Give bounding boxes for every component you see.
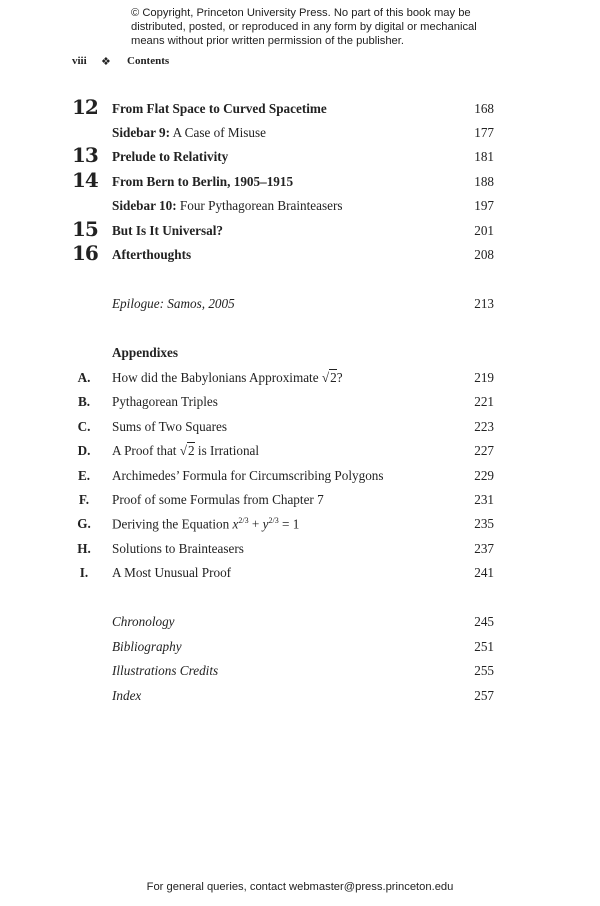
entry-title <box>112 541 244 557</box>
title-text: Pythagorean Triples <box>112 394 218 410</box>
title-text: Sums of Two Squares <box>112 418 227 434</box>
sidebar-title: Four Pythagorean Brainteasers <box>176 198 343 213</box>
toc-entry[interactable] <box>0 296 600 316</box>
page-number: 251 <box>474 638 494 654</box>
appendix-letter: A. <box>77 370 91 385</box>
chapter-number: 13 <box>72 143 98 167</box>
page-number: 181 <box>474 149 494 164</box>
toc-entry[interactable] <box>0 198 600 218</box>
page-number: 231 <box>474 492 494 507</box>
math-variable: y <box>262 516 269 532</box>
entry-title <box>112 565 231 581</box>
title-text: How did the Babylonians Approximate √ <box>112 370 330 385</box>
page-number: 208 <box>474 247 494 262</box>
sidebar-label: Sidebar 9: <box>112 125 171 140</box>
toc-entry[interactable] <box>0 394 600 414</box>
appendix-letter: F. <box>78 492 90 507</box>
entry-title <box>112 468 384 484</box>
entry-title: Bibliography <box>112 638 182 654</box>
page-number: 219 <box>474 370 494 385</box>
appendixes-heading-text: Appendixes <box>112 345 178 360</box>
page-number: 229 <box>474 467 494 483</box>
entry-title: Chronology <box>112 614 175 629</box>
chapter-number: 12 <box>72 95 98 119</box>
chapter-number: 14 <box>72 168 98 192</box>
radicand: 2 <box>188 443 195 459</box>
entry-title <box>112 516 299 532</box>
title-text: Deriving the Equation <box>112 516 233 532</box>
toc-entry[interactable] <box>0 614 600 634</box>
page-number: 237 <box>474 540 494 556</box>
page-number: 235 <box>474 516 494 532</box>
copyright-notice: © Copyright, Princeton University Press. No part of this book may be distributed, posted, or reproduced in any form by digital or mechanical means without prior written permission of the publisher. <box>131 7 477 47</box>
entry-title: Afterthoughts <box>112 247 192 262</box>
appendix-letter: B. <box>77 394 91 410</box>
toc-entry[interactable] <box>0 541 600 561</box>
appendix-letter: H. <box>77 540 91 556</box>
toc-entry[interactable] <box>0 565 600 585</box>
sidebar-label: Sidebar 10: <box>112 198 177 213</box>
entry-title <box>112 125 266 141</box>
page-number: 177 <box>474 125 494 140</box>
toc-entry[interactable] <box>0 95 600 121</box>
sidebar-title: A Case of Misuse <box>170 125 266 140</box>
toc-entry[interactable] <box>0 443 600 463</box>
toc-entry[interactable] <box>0 639 600 659</box>
math-variable: x <box>232 516 239 532</box>
entry-title: From Bern to Berlin, 1905–1915 <box>112 174 294 189</box>
entry-title: From Flat Space to Curved Spacetime <box>112 101 327 116</box>
toc-entry[interactable] <box>0 492 600 512</box>
page-number: 255 <box>474 663 494 679</box>
toc-entry[interactable] <box>0 419 600 439</box>
entry-title <box>112 492 324 508</box>
radicand: 2 <box>330 370 337 385</box>
toc-entry[interactable] <box>0 688 600 708</box>
page-number: 221 <box>474 394 494 410</box>
footer: For general queries, contact webmaster@press.princeton.edu <box>146 881 454 893</box>
entry-title <box>112 419 227 435</box>
appendix-letter: I. <box>79 565 89 581</box>
title-text: is Irrational <box>194 443 260 459</box>
entry-title <box>112 394 218 410</box>
chapter-number: 15 <box>72 217 98 241</box>
toc-entry[interactable] <box>0 143 600 169</box>
exponent: 2/3 <box>268 516 279 526</box>
exponent: 2/3 <box>238 516 249 526</box>
toc-entry[interactable] <box>0 370 600 390</box>
toc-entry[interactable] <box>0 468 600 488</box>
entry-title <box>112 198 343 214</box>
chapter-number: 16 <box>72 241 98 265</box>
page-number: 201 <box>474 223 494 238</box>
entry-title: Illustrations Credits <box>112 663 219 679</box>
page-number: 213 <box>474 296 494 311</box>
page-number: 257 <box>474 687 494 703</box>
page-number: 223 <box>474 418 494 434</box>
title-text: Proof of some Formulas from Chapter 7 <box>112 492 324 507</box>
page-number: 168 <box>474 101 494 116</box>
title-text: A Proof that √ <box>112 443 188 459</box>
page-number: 227 <box>474 443 494 459</box>
toc-entry[interactable] <box>0 125 600 145</box>
title-text: A Most Unusual Proof <box>112 565 232 581</box>
entry-title: Index <box>112 687 142 703</box>
title-text: Solutions to Brainteasers <box>112 540 244 556</box>
toc-entry[interactable] <box>0 663 600 683</box>
title-text: + <box>248 516 263 532</box>
toc-entry[interactable] <box>0 516 600 536</box>
toc-entry[interactable] <box>0 168 600 194</box>
entry-title: Prelude to Relativity <box>112 149 229 164</box>
appendixes-heading <box>0 345 600 365</box>
ornament-icon: ❖ <box>101 56 111 68</box>
appendix-letter: D. <box>77 443 91 459</box>
page-number: 188 <box>474 174 494 189</box>
toc-entry[interactable] <box>0 241 600 267</box>
section-title: Contents <box>127 55 170 67</box>
toc-entry[interactable] <box>0 217 600 243</box>
entry-title: But Is It Universal? <box>112 223 224 238</box>
folio: viii <box>72 55 87 67</box>
title-text: ? <box>336 370 343 385</box>
entry-title <box>112 370 343 386</box>
page-number: 241 <box>474 565 494 581</box>
title-text: Archimedes’ Formula for Circumscribing Polygons <box>112 467 384 483</box>
title-text: = 1 <box>278 516 300 532</box>
appendix-letter: C. <box>77 418 91 434</box>
appendix-letter: E. <box>77 467 91 483</box>
page-number: 245 <box>474 614 494 629</box>
entry-title <box>112 443 259 459</box>
page-number: 197 <box>474 198 494 213</box>
epilogue-title: Epilogue: Samos, 2005 <box>112 296 235 311</box>
appendix-letter: G. <box>77 516 91 532</box>
